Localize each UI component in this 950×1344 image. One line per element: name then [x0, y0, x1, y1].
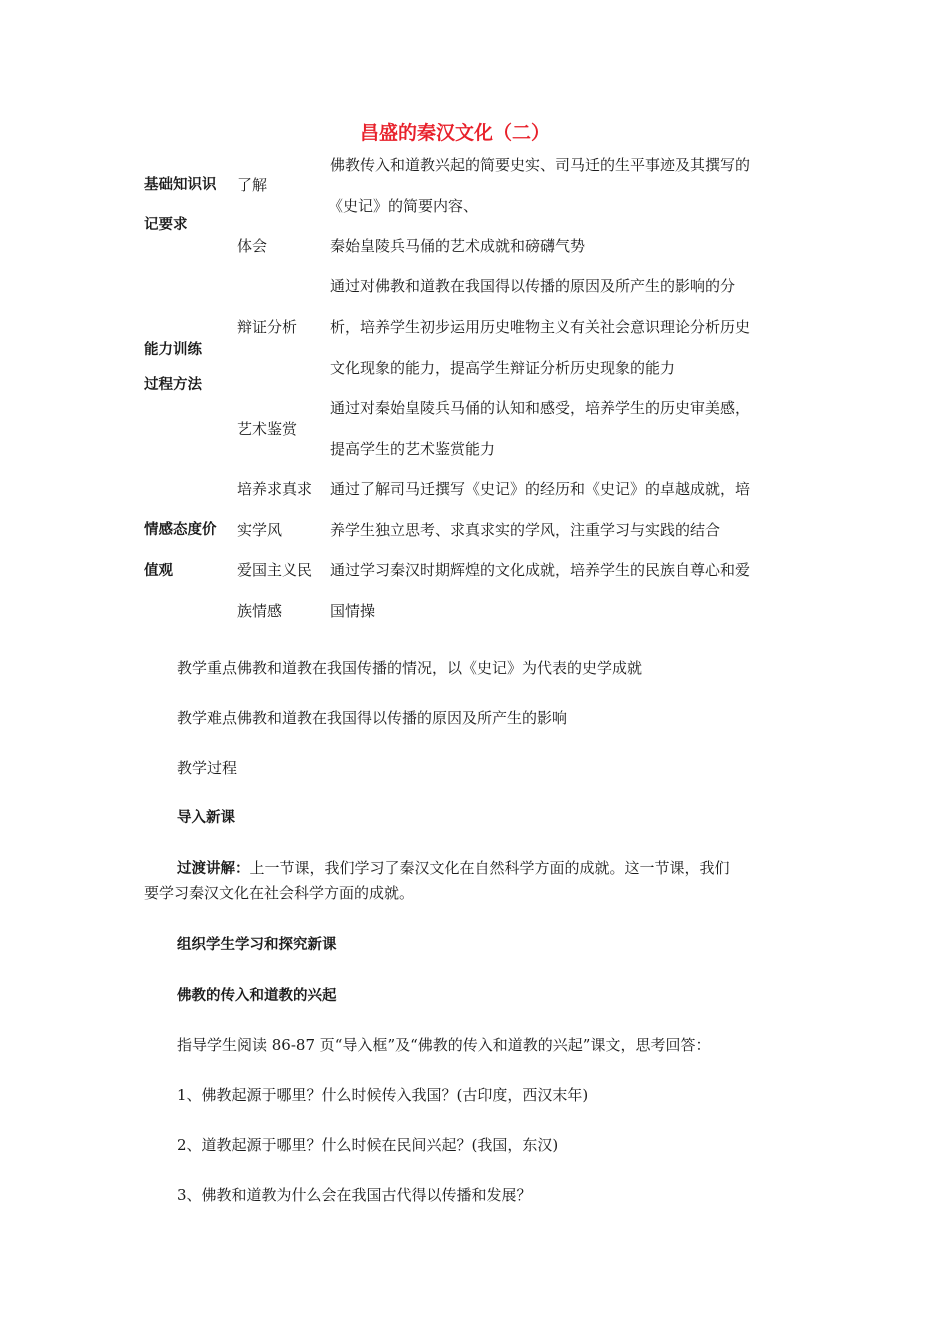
intro-heading: 导入新课 [177, 810, 235, 826]
knowledge-heading-line2: 记要求 [144, 217, 188, 233]
process-heading: 教学过程 [177, 759, 238, 777]
dialectic-line3: 文化现象的能力，提高学生辩证分析历史现象的能力 [330, 359, 676, 377]
transition-line1 [177, 858, 730, 879]
transition-label: 过渡讲解： [177, 861, 250, 877]
emotion-heading-line2: 值观 [144, 563, 173, 579]
understand-line1: 佛教传入和道教兴起的简要史实、司马迁的生平事迹及其撰写的 [330, 156, 751, 174]
art-line1: 通过对秦始皇陵兵马俑的认知和感受，培养学生的历史审美感， [330, 399, 751, 417]
understand-label: 了解 [237, 176, 268, 194]
patriot-line1: 通过学习秦汉时期辉煌的文化成就，培养学生的民族自尊心和爱 [330, 561, 751, 579]
emotion-heading-line1: 情感态度价 [144, 522, 217, 538]
patriot-label-line1: 爱国主义民 [237, 561, 313, 579]
understand-line2: 《史记》的简要内容、 [328, 197, 479, 215]
section-heading: 佛教的传入和道教的兴起 [177, 988, 337, 1004]
guide-text: 指导学生阅读 86-87 页“导入框”及“佛教的传入和道教的兴起”课文，思考回答： [177, 1036, 711, 1054]
question-1: 1、佛教起源于哪里？什么时候传入我国？(古印度，西汉末年) [177, 1086, 589, 1104]
organize-heading: 组织学生学习和探究新课 [177, 937, 337, 953]
truth-line2: 养学生独立思考、求真求实的学风，注重学习与实践的结合 [330, 521, 721, 539]
art-line2: 提高学生的艺术鉴赏能力 [330, 440, 496, 458]
patriot-line2: 国情操 [330, 602, 376, 620]
truth-label-line2: 实学风 [237, 521, 283, 539]
knowledge-heading-line1: 基础知识识 [144, 177, 217, 193]
experience-text: 秦始皇陵兵马俑的艺术成就和磅礴气势 [330, 237, 586, 255]
dialectic-line2: 析，培养学生初步运用历史唯物主义有关社会意识理论分析历史 [330, 318, 751, 336]
patriot-label-line2: 族情感 [237, 602, 283, 620]
dialectic-line1: 通过对佛教和道教在我国得以传播的原因及所产生的影响的分 [330, 277, 736, 295]
truth-label-line1: 培养求真求 [237, 480, 313, 498]
question-2: 2、道教起源于哪里？什么时候在民间兴起？(我国，东汉) [177, 1136, 559, 1154]
ability-heading-line2: 过程方法 [144, 377, 202, 393]
ability-heading-line1: 能力训练 [144, 342, 202, 358]
art-label: 艺术鉴赏 [237, 420, 298, 438]
question-3: 3、佛教和道教为什么会在我国古代得以传播和发展？ [177, 1186, 532, 1204]
transition-text: 上一节课，我们学习了秦汉文化在自然科学方面的成就。这一节课，我们 [249, 859, 730, 877]
page-title: 昌盛的秦汉文化（二） [360, 122, 551, 144]
experience-label: 体会 [237, 237, 268, 255]
dialectic-label: 辩证分析 [237, 318, 298, 336]
difficulty: 教学难点佛教和道教在我国得以传播的原因及所产生的影响 [177, 709, 568, 727]
key-point: 教学重点佛教和道教在我国传播的情况，以《史记》为代表的史学成就 [177, 659, 643, 677]
truth-line1: 通过了解司马迁撰写《史记》的经历和《史记》的卓越成就，培 [330, 480, 751, 498]
transition-line2: 要学习秦汉文化在社会科学方面的成就。 [144, 884, 415, 902]
